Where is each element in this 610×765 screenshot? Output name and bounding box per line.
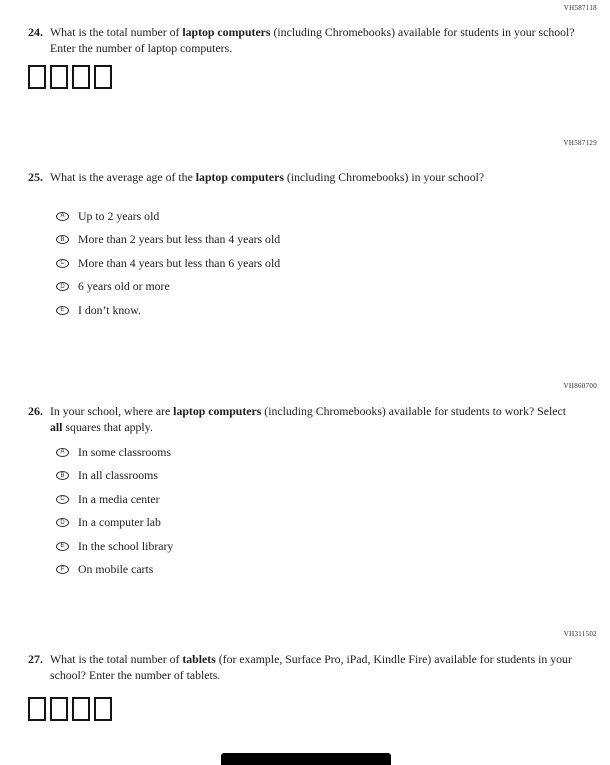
answer-option-label: In a computer lab bbox=[78, 515, 161, 529]
question-26-text-bold: all bbox=[50, 419, 63, 434]
answer-option-label: In the school library bbox=[78, 538, 174, 553]
answer-option-label: In a media center bbox=[78, 491, 160, 506]
answer-oval-icon[interactable] bbox=[56, 212, 69, 221]
question-27 bbox=[0, 652, 610, 683]
answer-oval-icon[interactable] bbox=[56, 235, 69, 244]
question-26-id: VH860700 bbox=[563, 382, 597, 390]
question-26 bbox=[0, 404, 610, 435]
answer-oval-icon[interactable] bbox=[56, 282, 69, 291]
answer-option-label: 6 years old or more bbox=[78, 279, 170, 293]
question-27-text-seg: What is the total number of bbox=[50, 652, 183, 666]
question-26-text bbox=[50, 404, 578, 435]
answer-oval-icon[interactable] bbox=[56, 306, 69, 315]
answer-option[interactable] bbox=[56, 256, 610, 270]
answer-option-label: More than 4 years but less than 6 years old bbox=[78, 255, 281, 270]
answer-oval-letter: C bbox=[60, 496, 65, 502]
answer-oval-letter: B bbox=[60, 472, 65, 479]
digit-box[interactable] bbox=[50, 697, 68, 721]
question-24-digit-entry bbox=[0, 65, 610, 89]
question-26-text-seg: squares that apply. bbox=[62, 419, 153, 434]
answer-oval-icon[interactable] bbox=[56, 471, 69, 480]
answer-option-label: In some classrooms bbox=[78, 444, 172, 459]
question-25-options bbox=[0, 209, 610, 327]
answer-option-label: More than 2 years but less than 4 years old bbox=[78, 232, 281, 246]
question-25-text-bold: laptop computers bbox=[195, 170, 284, 184]
answer-oval-icon[interactable] bbox=[56, 518, 69, 527]
answer-oval-letter: A bbox=[60, 449, 65, 455]
answer-oval-letter: E bbox=[60, 307, 65, 313]
question-24-text-seg: What is the total number of bbox=[50, 25, 183, 39]
answer-oval-letter: E bbox=[60, 543, 65, 549]
question-24-number: 24. bbox=[28, 25, 43, 39]
question-25-id: VH587129 bbox=[563, 139, 597, 147]
answer-option[interactable] bbox=[56, 469, 610, 483]
answer-option[interactable] bbox=[56, 280, 610, 294]
answer-option[interactable] bbox=[56, 445, 610, 459]
question-26-options bbox=[0, 445, 610, 586]
question-27-text-bold: tablets bbox=[182, 652, 216, 666]
answer-option[interactable] bbox=[56, 516, 610, 530]
answer-oval-letter: A bbox=[60, 213, 65, 219]
answer-option-label: Up to 2 years old bbox=[78, 208, 160, 223]
answer-oval-letter: F bbox=[60, 566, 65, 573]
answer-oval-letter: D bbox=[60, 519, 65, 526]
question-27-text-seg: (for example, Surface Pro, iPad, Kindle Fire) available for students in your school? Enter the number of tablets. bbox=[50, 652, 572, 682]
question-27-digit-entry bbox=[0, 697, 610, 721]
bottom-bar bbox=[221, 753, 391, 765]
answer-option[interactable] bbox=[56, 209, 610, 223]
question-26-text-bold: laptop computers bbox=[173, 404, 262, 418]
question-25-text-seg: (including Chromebooks) in your school? bbox=[283, 170, 485, 184]
question-24-id: VH587118 bbox=[563, 4, 597, 12]
answer-option[interactable] bbox=[56, 303, 610, 317]
question-25-number: 25. bbox=[28, 170, 43, 184]
answer-oval-letter: D bbox=[60, 283, 65, 290]
digit-box[interactable] bbox=[28, 65, 46, 89]
question-24-text-bold: laptop computers bbox=[182, 25, 271, 39]
digit-box[interactable] bbox=[94, 65, 112, 89]
answer-option-label: On mobile carts bbox=[78, 562, 154, 576]
answer-option[interactable] bbox=[56, 492, 610, 506]
answer-oval-icon[interactable] bbox=[56, 542, 69, 551]
question-27-id: VH311502 bbox=[563, 630, 597, 638]
answer-oval-icon[interactable] bbox=[56, 259, 69, 268]
question-25-text-seg: What is the average age of the bbox=[50, 170, 196, 184]
digit-box[interactable] bbox=[50, 65, 68, 89]
digit-box[interactable] bbox=[72, 65, 90, 89]
question-24 bbox=[0, 25, 610, 56]
question-26-text-seg: In your school, where are bbox=[50, 404, 174, 418]
digit-box[interactable] bbox=[28, 697, 46, 721]
question-26-text-seg: (including Chromebooks) available for students to work? Select bbox=[261, 404, 567, 418]
question-25-text bbox=[50, 170, 578, 186]
answer-option-label: In all classrooms bbox=[78, 468, 158, 482]
answer-oval-letter: C bbox=[60, 260, 65, 266]
answer-option-label: I don’t know. bbox=[78, 302, 141, 317]
question-24-text-seg: (including Chromebooks) available for students in your school? Enter the number of laptop computers. bbox=[50, 25, 575, 55]
answer-option[interactable] bbox=[56, 539, 610, 553]
answer-oval-icon[interactable] bbox=[56, 448, 69, 457]
answer-option[interactable] bbox=[56, 233, 610, 247]
question-25 bbox=[0, 170, 610, 186]
question-26-number: 26. bbox=[28, 404, 43, 418]
answer-oval-letter: B bbox=[60, 236, 65, 243]
question-27-text bbox=[50, 652, 578, 683]
answer-oval-icon[interactable] bbox=[56, 495, 69, 504]
question-27-number: 27. bbox=[28, 652, 43, 666]
digit-box[interactable] bbox=[94, 697, 112, 721]
answer-option[interactable] bbox=[56, 563, 610, 577]
question-24-text bbox=[50, 25, 578, 56]
answer-oval-icon[interactable] bbox=[56, 565, 69, 574]
digit-box[interactable] bbox=[72, 697, 90, 721]
